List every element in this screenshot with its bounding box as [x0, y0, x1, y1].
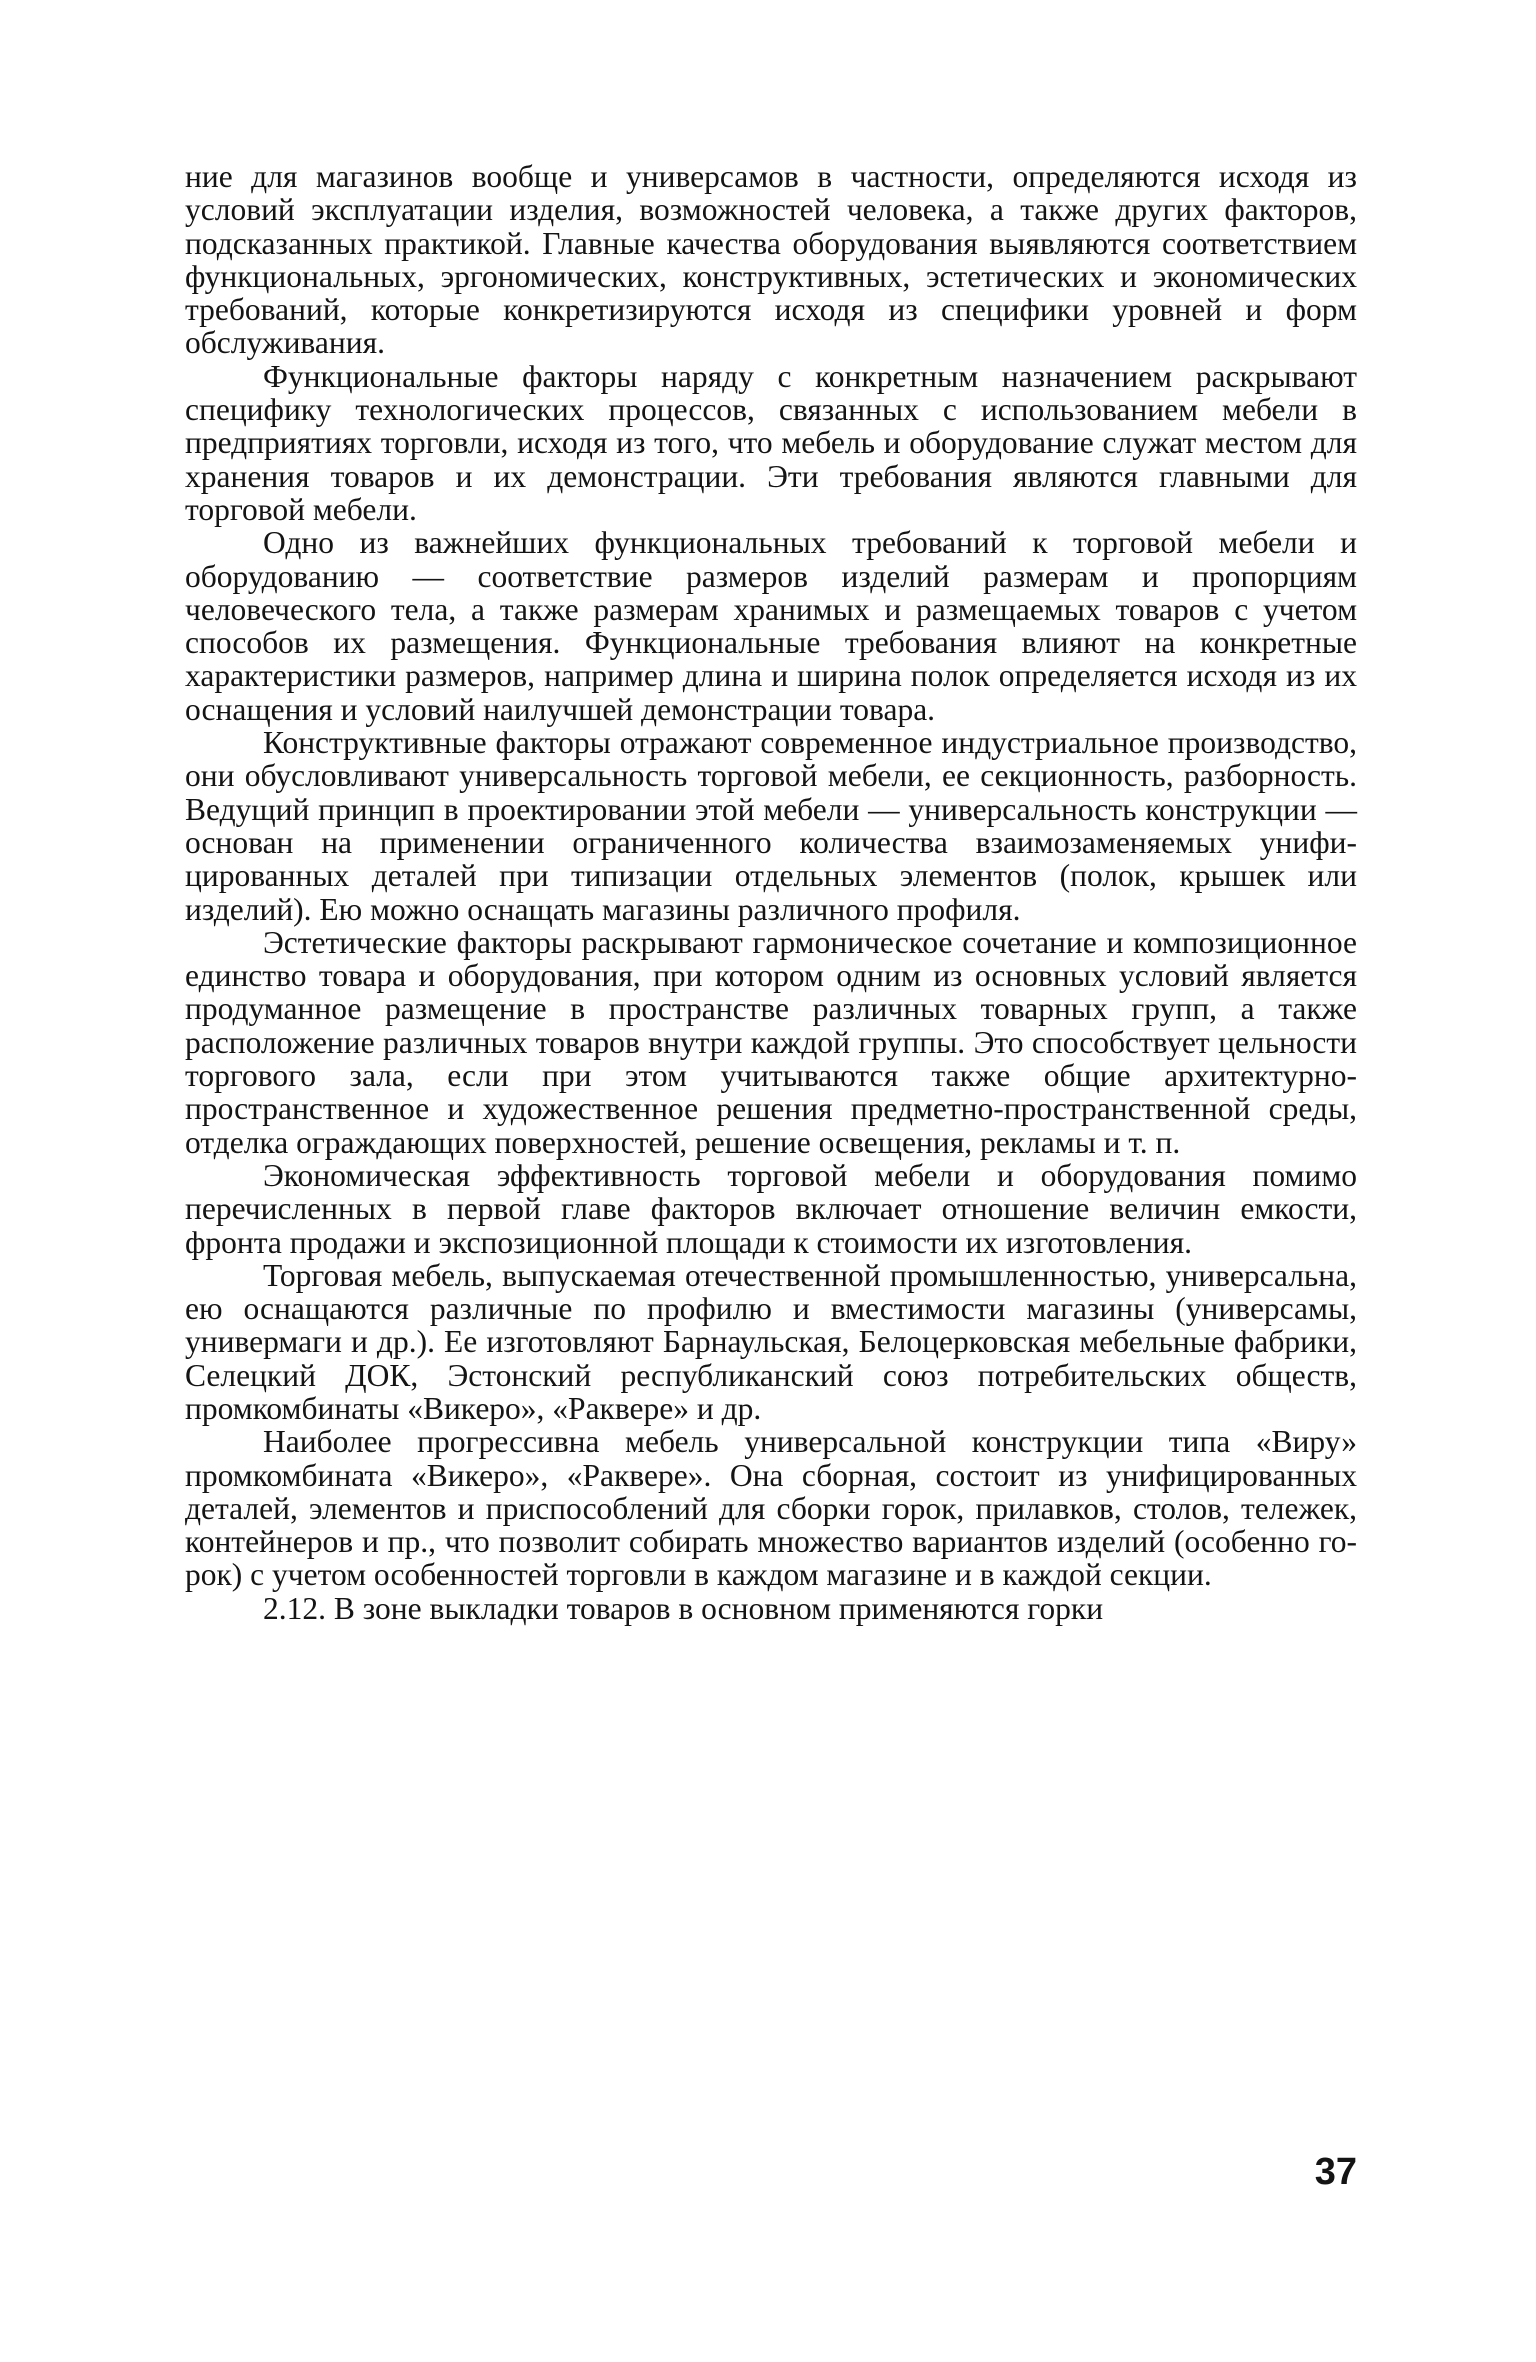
paragraph-functional-requirements: Одно из важнейших функциональных требований к торговой мебели и оборудованию — соответствие размеров изделий размерам и пропорциям человеческого тела, а также размерам хранимых и размещаемых товаров с учетом способов их размещения. Функциональные требования влияют на конкретные характеристики размеров, например длина и ширина полок определяется исходя из их оснащения и условий наилучшей демонстрации товара.: [185, 525, 1357, 727]
paragraph-domestic-furniture: Торговая мебель, выпускаемая отечественной промышленностью, универсальна, ею оснащаются различные по профилю и вместимости магазины (универсамы, универмаги и др.). Ее изготовляют Барнаульская, Белоцерковская мебельные фабрики, Селецкий ДОК, Эстонский республиканский союз потребительских обществ, промкомбинаты «Викеро», «Раквере» и др.: [185, 1257, 1357, 1426]
paragraph-constructive-factors: Конструктивные факторы отражают современное индустриальное производство, они обусловливают универсальность торговой мебели, ее секционность, разборность. Ведущий принцип в проектировании этой мебели — универсальность конструкции — основан на применении ограниченного количества взаимозаменяемых унифицированных деталей при типизации отдельных элементов (полок, крышек или изделий). Ею можно оснащать магазины различного профиля.: [185, 725, 1357, 927]
paragraph-viru-furniture: Наиболее прогрессивна мебель универсальной конструкции типа «Виру» промкомбината «Викеро», «Раквере». Она сборная, состоит из унифицированных деталей, элементов и приспособлений для сборки горок, прилавков, столов, тележек, контейнеров и пр., что позволит собирать множество вариантов изделий (особенно горок) с учетом особенностей торговли в каждом магазине и в каждой секции.: [185, 1424, 1357, 1593]
paragraph-continued-intro: ние для магазинов вообще и универсамов в частности, определяются исходя из условий эксплуатации изделия, возможностей человека, а также других факторов, подсказанных практикой. Главные качества оборудования выявляются соответствием функциональных, эргономических, конструктивных, эстетических и экономических требований, которые конкретизируются исходя из специфики уровней и форм обслуживания.: [185, 159, 1357, 361]
paragraph-functional-factors: Функциональные факторы наряду с конкретным назначением раскрывают специфику технологических процессов, связанных с использованием мебели в предприятиях торговли, исходя из того, что мебель и оборудование служат местом для хранения товаров и их демонстрации. Эти требования являются главными для торговой мебели.: [185, 358, 1357, 527]
page-body: [185, 160, 1357, 1625]
page-number: 37: [1314, 2151, 1357, 2193]
paragraph-section-2-12: 2.12. В зоне выкладки товаров в основном применяются горки: [263, 1590, 1104, 1626]
paragraph-aesthetic-factors: Эстетические факторы раскрывают гармоническое сочетание и композиционное единство товара и оборудования, при котором одним из основных условий является продуманное размещение в пространстве различных товарных групп, а также расположение различных товаров внутри каждой группы. Это способствует цельности торгового зала, если при этом учитываются также общие архитектурно-пространственное и художественное решения предметно-пространственной среды, отделка ограждающих поверхностей, решение освещения, рекламы и т. п.: [185, 924, 1357, 1160]
paragraph-economic-efficiency: Экономическая эффективность торговой мебели и оборудования помимо перечисленных в первой главе факторов включает отношение величин емкости, фронта продажи и экспозиционной площади к стоимости их изготовления.: [185, 1157, 1357, 1260]
